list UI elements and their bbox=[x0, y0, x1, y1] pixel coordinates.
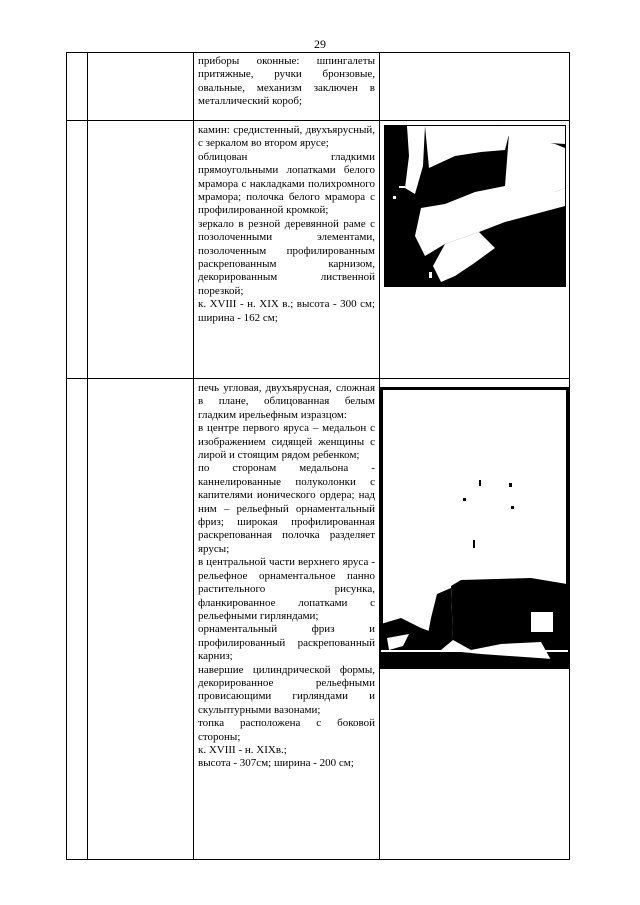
row-number-cell bbox=[67, 379, 88, 860]
photo-cell bbox=[380, 53, 570, 121]
description-line: к. XVIII - н. XIXв.; bbox=[198, 743, 287, 756]
description-line: высота - 307см; ширина - 200 см; bbox=[198, 757, 354, 770]
description-line: навершие цилиндрической формы, декорированное рельефными провисающими гирляндами и скульптурными вазонами; bbox=[198, 663, 375, 716]
description-line: зеркало в резной деревянной раме с позолоченными элементами, позолоченным профилированным раскрепованным карнизом, декорированным лиственной порезкой; bbox=[198, 217, 375, 297]
table-row bbox=[67, 53, 570, 121]
description-cell bbox=[194, 53, 380, 121]
fireplace-photo bbox=[384, 125, 566, 287]
description-line: орнаментальный фриз и профилированный раскрепованный карниз; bbox=[198, 623, 375, 663]
photo-cell bbox=[380, 121, 570, 379]
location-cell bbox=[88, 379, 194, 860]
table-row bbox=[67, 379, 570, 860]
location-cell bbox=[88, 53, 194, 121]
description-line: печь угловая, двухъярусная, сложная в плане, облицованная белым гладким ирельефным изразцом: bbox=[198, 382, 375, 421]
description-cell bbox=[194, 121, 380, 379]
description-line: топка расположена с боковой стороны; bbox=[198, 717, 375, 743]
stove-photo bbox=[380, 387, 569, 669]
row-number-cell bbox=[67, 121, 88, 379]
location-cell bbox=[88, 121, 194, 379]
description-cell bbox=[194, 379, 380, 860]
description-line: приборы оконные: шпингалеты притяжные, ручки бронзовые, овальные, механизм заключен в металлический короб; bbox=[198, 55, 375, 108]
table-row bbox=[67, 121, 570, 379]
row-number-cell bbox=[67, 53, 88, 121]
object-table bbox=[66, 52, 570, 860]
description-line: в центре первого яруса – медальон с изображением сидящей женщины с лирой и стоящим рядом ребенком; bbox=[198, 422, 375, 462]
page-number: 29 bbox=[314, 37, 326, 51]
description-line: в центральной части верхнего яруса - рельефное орнаментальное панно растительного рисунка, фланкированное лопатками с рельефными гирляндами; bbox=[198, 556, 375, 622]
description-line: по сторонам медальона - каннелированные полуколонки с капителями ионического ордера; над ним – рельефный орнаментальный фриз; широкая профилированная раскрепованная полочка разделяет ярусы; bbox=[198, 462, 375, 555]
description-line: камин: средистенный, двухъярусный, с зеркалом во втором ярусе; bbox=[198, 124, 375, 150]
photo-cell bbox=[380, 379, 570, 860]
description-line: к. XVIII - н. XIX в.; высота - 300 см; ширина - 162 см; bbox=[198, 298, 375, 324]
description-line: облицован гладкими прямоугольными лопатками белого мрамора с накладками полихромного мрамора; полочка белого мрамора с профилированной кромкой; bbox=[198, 150, 375, 217]
